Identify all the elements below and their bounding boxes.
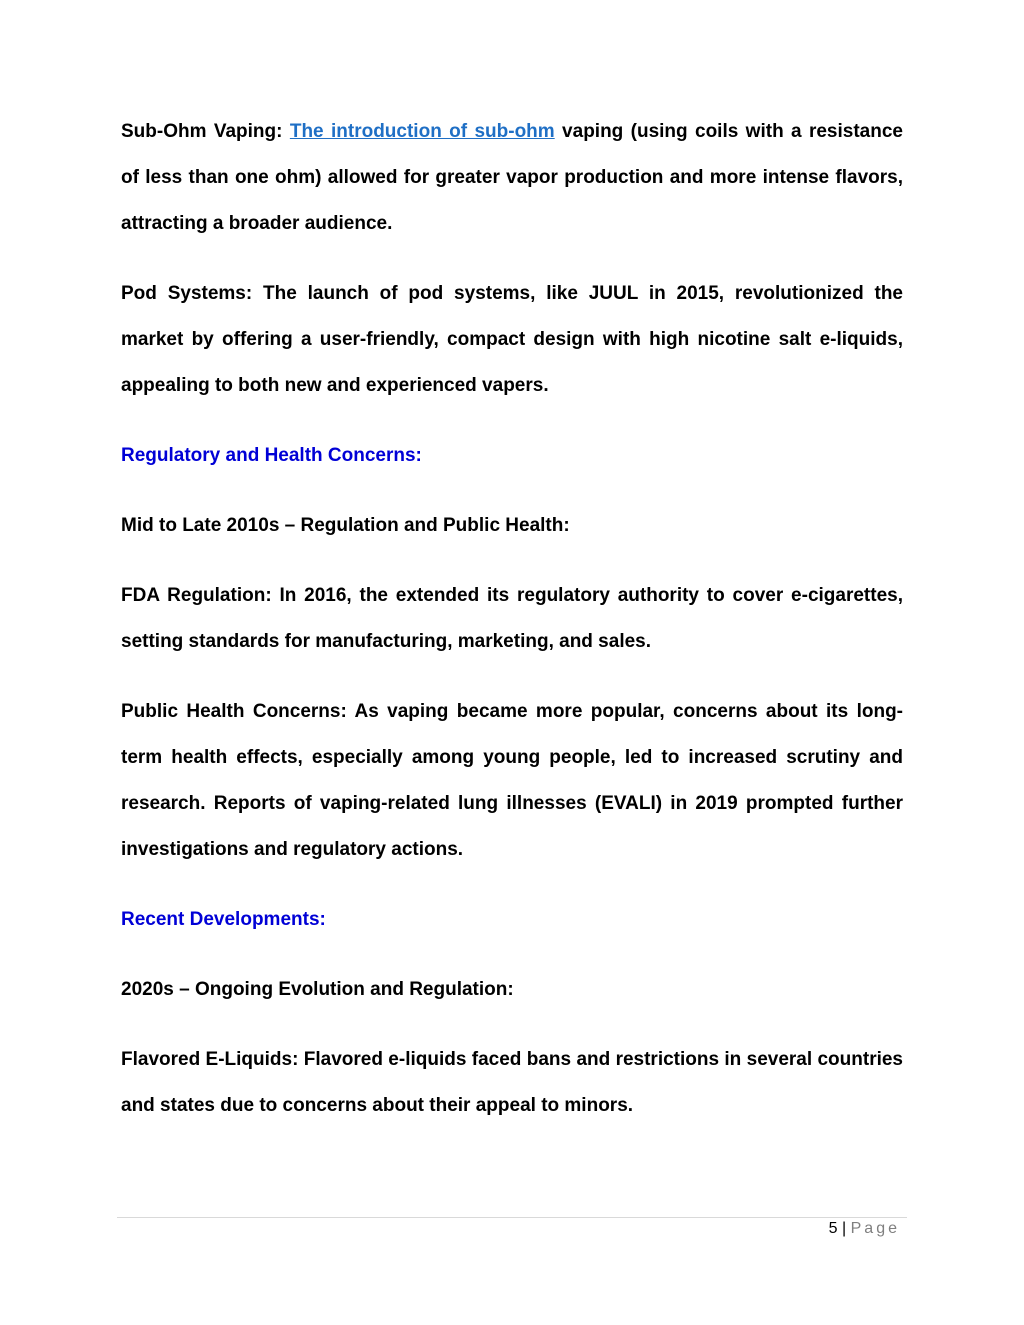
footer-separator: | — [837, 1220, 851, 1237]
page-number: 5 — [828, 1220, 838, 1237]
paragraph-public-health: Public Health Concerns: As vaping became more popular, concerns about its long-term health effects, especially among young people, led to increased scrutiny and research. Reports of vaping-related lung illnesses (EVALI) in 2019 prompted further investigations and regulatory actions. — [121, 701, 903, 860]
heading-recent-developments: Recent Developments: — [121, 909, 326, 930]
subheading-2020s: 2020s – Ongoing Evolution and Regulation: — [121, 979, 514, 1000]
page-footer — [829, 1220, 900, 1238]
subheading-mid-late-2010s: Mid to Late 2010s – Regulation and Public Health: — [121, 515, 570, 536]
paragraph-pod-systems: Pod Systems: The launch of pod systems, like JUUL in 2015, revolutionized the market by offering a user-friendly, compact design with high nicotine salt e-liquids, appealing to both new and experienced vapers. — [121, 283, 903, 396]
heading-regulatory: Regulatory and Health Concerns: — [121, 445, 422, 466]
footer-divider — [117, 1217, 907, 1218]
paragraph-flavored-e-liquids: Flavored E-Liquids: Flavored e-liquids faced bans and restrictions in several countries and states due to concerns about their appeal to minors. — [121, 1049, 903, 1116]
paragraph-fda-regulation: FDA Regulation: In 2016, the extended its regulatory authority to cover e-cigarettes, setting standards for manufacturing, marketing, and sales. — [121, 585, 903, 652]
sub-ohm-link[interactable]: The introduction of sub-ohm — [289, 121, 555, 142]
page-word: Page — [850, 1220, 900, 1237]
paragraph-sub-ohm — [121, 109, 903, 247]
document-body — [121, 109, 903, 1153]
sub-ohm-label: Sub-Ohm Vaping: — [121, 121, 290, 142]
sub-ohm-text: vaping (using coils with a resistance of less than one ohm) allowed for greater vapor production and more intense flavors, attracting a broader audience. — [121, 121, 903, 234]
